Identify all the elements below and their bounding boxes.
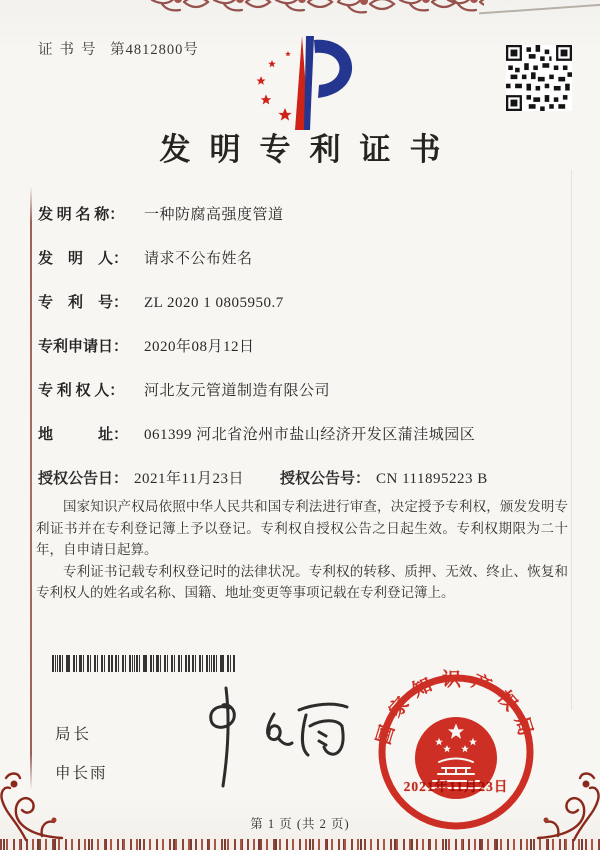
seal-ring-text: 国家知识产权局 (373, 669, 539, 748)
qr-code-icon (506, 45, 572, 111)
certificate-title: 发明专利证书 (159, 132, 460, 167)
grant-date-value: 2021年11月23日 (134, 471, 244, 487)
director-signature (182, 682, 358, 798)
signer-name: 申长雨 (55, 765, 108, 782)
field-value: 2020年08月12日 (144, 339, 255, 355)
field-inventor (38, 248, 572, 271)
certificate-number-value: 第4812800号 (110, 42, 199, 58)
cnipa-logo-icon (236, 34, 368, 134)
field-label: 地 址： (38, 427, 129, 443)
page-number: 第 1 页 (共 2 页) (250, 817, 350, 831)
paper-edge-line (479, 4, 600, 15)
top-scroll-ornament (148, 0, 484, 16)
field-value: 河北友元管道制造有限公司 (144, 383, 331, 399)
field-label: 发 明 人： (38, 251, 129, 267)
corner-flourish-left (0, 764, 68, 842)
field-patentee (38, 380, 572, 403)
left-border-line (30, 186, 32, 790)
legal-paragraph-1: 国家知识产权局依照中华人民共和国专利法进行审查，决定授予专利权，颁发发明专利证书并在专利登记簿上予以登记。专利权自授权公告之日起生效。专利权期限为二十年，自申请日起算。 (36, 499, 568, 557)
signer-role: 局长 (55, 726, 93, 743)
field-value: 请求不公布姓名 (144, 251, 253, 267)
grant-row (38, 468, 572, 491)
field-invention-name (38, 204, 572, 227)
legal-paragraph-2: 专利证书记载专利权登记时的法律状况。专利权的转移、质押、无效、终止、恢复和专利权人的姓名或名称、国籍、地址变更等事项记载在专利登记簿上。 (36, 563, 568, 600)
grant-date (38, 468, 244, 491)
field-value: 一种防腐高强度管道 (144, 207, 284, 223)
certificate-number-label: 证书号 (38, 42, 103, 58)
field-label: 发 明 名 称： (38, 207, 125, 223)
field-filing-date (38, 336, 572, 359)
field-label: 专 利 号： (38, 295, 129, 311)
bottom-fringe-ornament (0, 839, 600, 850)
grant-date-label: 授权公告日： (38, 471, 129, 487)
seal-date-stamp: 2021年11月23日 (403, 779, 509, 794)
field-value: ZL 2020 1 0805950.7 (144, 295, 284, 311)
field-patent-number (38, 292, 572, 315)
grant-number-label: 授权公告号： (279, 471, 370, 487)
barcode (52, 655, 235, 672)
field-value: 061399 河北省沧州市盐山经济开发区蒲洼城园区 (144, 427, 476, 443)
field-address (38, 424, 572, 447)
field-list (38, 204, 572, 491)
field-label: 专利申请日： (38, 339, 129, 355)
grant-number (280, 468, 488, 491)
field-label: 专 利 权 人： (38, 383, 125, 399)
grant-number-value: CN 111895223 B (375, 471, 488, 487)
official-seal (372, 668, 540, 836)
certificate-number (38, 38, 199, 59)
legal-text (36, 496, 568, 604)
corner-flourish-right (532, 764, 600, 842)
